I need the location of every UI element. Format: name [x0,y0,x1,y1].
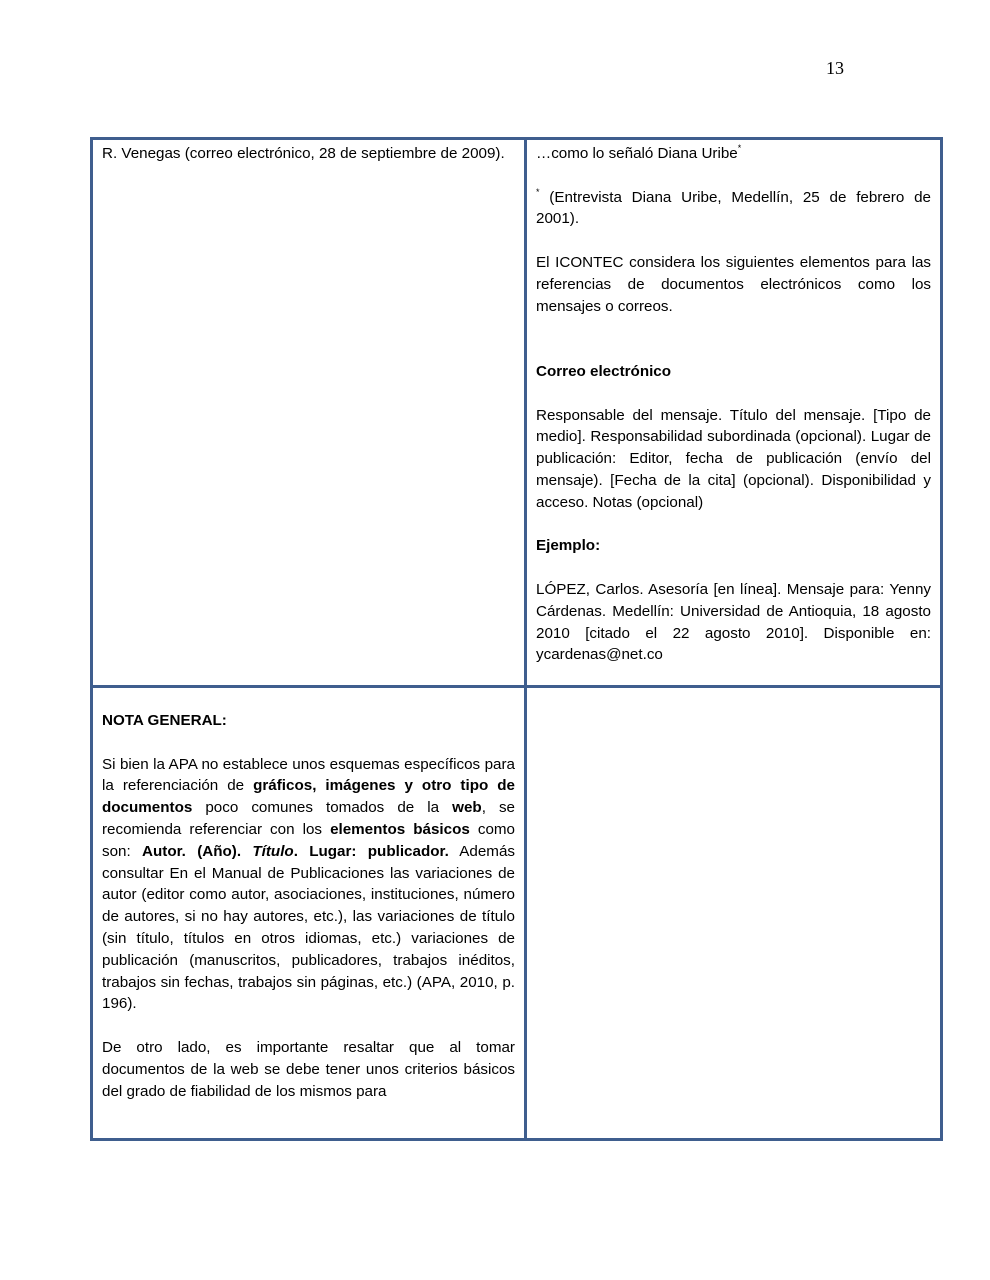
paragraph-run: Autor. (Año). [142,842,253,860]
paragraph-run: gráficos, imágenes y otro tipo de documentos [102,777,515,817]
table-cell-icontec [526,139,942,687]
email-citation-text: R. Venegas (correo electrónico, 28 de septiembre de 2009). [102,145,505,162]
table-cell-citation [92,139,526,687]
paragraph-run: . Lugar: publicador. [293,842,449,860]
paragraph-run: poco comunes tomados de la [192,799,453,817]
paragraph-run: Además consultar En el Manual de Publicaciones las variaciones de autor (editor como autor, asociaciones, instituciones, número de autores, si no hay autores, etc.), las variaciones de título (sin título, títulos en otros idiomas, etc.) variaciones de publicación (manuscritos, publicadores, trabajos inéditos, trabajos sin fechas, trabajos sin páginas, etc.) (APA, 2010, p. 196). [102,842,515,1013]
footnote-mark: * [536,186,540,197]
quote-text: …como lo señaló Diana Uribe [536,145,738,162]
table-row [92,139,942,687]
quote-line [536,143,931,165]
web-reliability-paragraph: De otro lado, es importante resaltar que al tomar documentos de la web se debe tener unos criterios básicos del grado de fiabilidad de los mismos para [102,1038,515,1100]
paragraph-run: Título [252,842,294,860]
footnote-mark: * [737,143,742,153]
footnote-text: (Entrevista Diana Uribe, Medellín, 25 de febrero de 2001). [536,188,931,228]
table-row [92,687,942,1140]
example-paragraph: LÓPEZ, Carlos. Asesoría [en línea]. Mensaje para: Yenny Cárdenas. Medellín: Universidad de Antioquia, 18 agosto 2010 [citado el 22 agosto 2010]. Disponible en: ycardenas@net.co [536,580,931,664]
table-cell-general-note [92,687,526,1140]
paragraph-run: Si bien la APA no establece unos esquemas específicos para la referenciación de [102,755,515,795]
paragraph-run: web [452,799,482,817]
table-cell-empty [526,687,942,1140]
email-section-heading: Correo electrónico [536,362,672,380]
page-number: 13 [826,58,844,78]
reference-table [90,137,943,1141]
example-heading: Ejemplo: [536,537,601,555]
paragraph-run: como son: [102,820,516,860]
general-note-heading: NOTA GENERAL: [102,712,227,729]
icontec-intro-paragraph: El ICONTEC considera los siguientes elementos para las referencias de documentos electrónicos como los mensajes o correos. [536,253,931,315]
paragraph-run: , se recomienda referenciar con los [102,799,515,838]
paragraph-run: elementos básicos [330,820,470,838]
general-note-paragraph [102,754,515,1016]
footnote [536,187,931,231]
email-elements-paragraph: Responsable del mensaje. Título del mensaje. [Tipo de medio]. Responsabilidad subordinada (opcional). Lugar de publicación: Editor, fecha de publicación (envío del mensaje). [Fecha de la cita] (opcional). Disponibilidad y acceso. Notas (opcional) [536,406,931,511]
